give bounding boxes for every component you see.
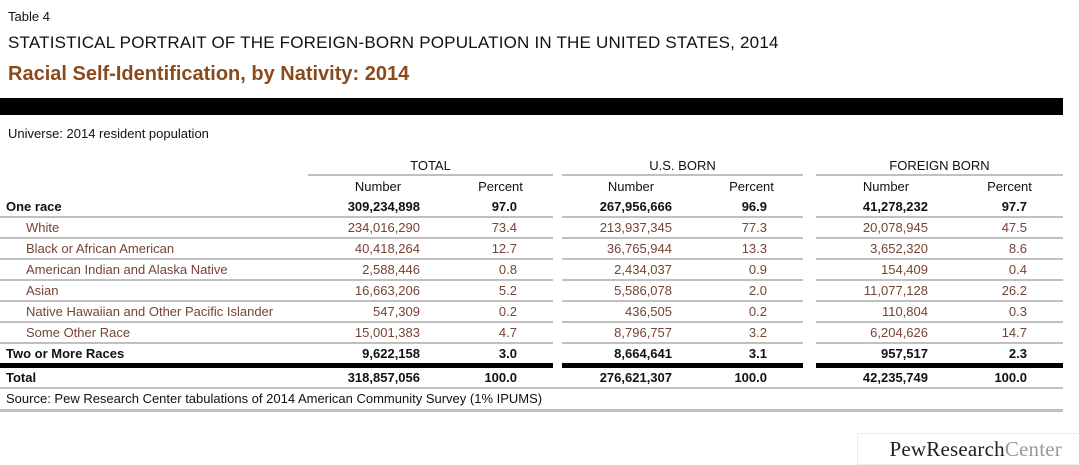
total-percent: 12.7 <box>491 241 517 256</box>
total-percent: 73.4 <box>491 220 517 235</box>
foreignborn-number: 3,652,320 <box>870 241 928 256</box>
foreignborn-percent: 100.0 <box>994 370 1027 385</box>
table-row-native-hawaiian-pacific-islander <box>0 302 1063 323</box>
foreignborn-number: 957,517 <box>881 346 928 361</box>
table-group-header-row <box>0 157 1063 176</box>
table-number-label: Table 4 <box>8 9 50 24</box>
total-number: 9,622,158 <box>362 346 420 361</box>
total-percent: 0.2 <box>498 304 517 319</box>
subheader-spacer <box>0 176 308 197</box>
foreignborn-percent: 0.4 <box>1008 262 1027 277</box>
total-number: 309,234,898 <box>347 199 420 214</box>
table-row-one-race <box>0 197 1063 218</box>
usborn-number: 276,621,307 <box>599 370 672 385</box>
row-label: Native Hawaiian and Other Pacific Islander <box>26 304 274 319</box>
foreignborn-number: 11,077,128 <box>863 283 928 298</box>
usborn-percent: 2.0 <box>748 283 767 298</box>
table-row-some-other-race <box>0 323 1063 344</box>
foreignborn-percent: 97.7 <box>1001 199 1027 214</box>
total-number: 16,663,206 <box>354 283 420 298</box>
usborn-number: 8,664,641 <box>614 346 672 361</box>
total-percent: 0.8 <box>498 262 517 277</box>
usborn-number: 2,434,037 <box>614 262 672 277</box>
usborn-number: 267,956,666 <box>599 199 672 214</box>
row-label: Two or More Races <box>6 346 125 361</box>
foreignborn-number: 6,204,626 <box>870 325 928 340</box>
foreignborn-number: 41,278,232 <box>862 199 928 214</box>
total-number: 40,418,264 <box>354 241 420 256</box>
total-percent: 100.0 <box>484 370 517 385</box>
source-note: Source: Pew Research Center tabulations of 2014 American Community Survey (1% IPUMS) <box>0 389 1063 412</box>
row-label: White <box>26 220 60 235</box>
usborn-percent: 0.9 <box>748 262 767 277</box>
row-label: Some Other Race <box>26 325 131 340</box>
row-label: Total <box>6 370 37 385</box>
usborn-percent: 3.1 <box>748 346 767 361</box>
foreignborn-number: 110,804 <box>881 304 928 319</box>
table-row-total <box>0 368 1063 389</box>
group-header-total: TOTAL <box>308 157 553 176</box>
pew-research-center-logo <box>857 433 1079 465</box>
foreignborn-percent: 8.6 <box>1008 241 1027 256</box>
table-row-american-indian-alaska-native <box>0 260 1063 281</box>
row-label: Asian <box>26 283 59 298</box>
total-percent-header: Percent <box>478 179 523 194</box>
table-subheader-row <box>0 176 1063 197</box>
usborn-number: 213,937,345 <box>599 220 672 235</box>
foreignborn-percent: 26.2 <box>1001 283 1027 298</box>
total-number: 234,016,290 <box>347 220 420 235</box>
report-title: STATISTICAL PORTRAIT OF THE FOREIGN-BORN POPULATION IN THE UNITED STATES, 2014 <box>8 33 779 52</box>
usborn-percent: 13.3 <box>741 241 767 256</box>
total-percent: 5.2 <box>498 283 517 298</box>
foreignborn-number: 42,235,749 <box>862 370 928 385</box>
total-percent: 97.0 <box>491 199 517 214</box>
foreignborn-percent: 14.7 <box>1001 325 1027 340</box>
foreignborn-number: 20,078,945 <box>862 220 928 235</box>
foreignborn-number: 154,409 <box>881 262 928 277</box>
universe-note: Universe: 2014 resident population <box>8 126 209 141</box>
row-label: American Indian and Alaska Native <box>26 262 228 277</box>
title-divider-bar <box>0 98 1063 115</box>
usborn-percent: 0.2 <box>748 304 767 319</box>
row-label: One race <box>6 199 62 214</box>
page-title: Racial Self-Identification, by Nativity: 2014 <box>8 63 410 85</box>
usborn-number: 8,796,757 <box>614 325 672 340</box>
group-header-spacer <box>0 157 308 176</box>
total-percent: 3.0 <box>498 346 517 361</box>
usborn-percent: 77.3 <box>741 220 767 235</box>
foreignborn-percent: 2.3 <box>1008 346 1027 361</box>
foreignborn-percent: 47.5 <box>1001 220 1027 235</box>
table-row-white <box>0 218 1063 239</box>
usborn-percent: 3.2 <box>748 325 767 340</box>
statistics-table <box>0 157 1063 389</box>
table-row-black-or-african-american <box>0 239 1063 260</box>
total-percent: 4.7 <box>498 325 517 340</box>
logo-text-dark: PewResearch <box>889 436 1005 461</box>
usborn-percent-header: Percent <box>729 179 774 194</box>
total-number: 15,001,383 <box>354 325 420 340</box>
foreignborn-number-header: Number <box>862 179 910 194</box>
total-number: 547,309 <box>373 304 420 319</box>
total-number: 318,857,056 <box>347 370 420 385</box>
total-number: 2,588,446 <box>362 262 420 277</box>
table-row-asian <box>0 281 1063 302</box>
usborn-number-header: Number <box>607 179 655 194</box>
usborn-percent: 100.0 <box>734 370 767 385</box>
foreignborn-percent-header: Percent <box>987 179 1032 194</box>
group-header-foreignborn: FOREIGN BORN <box>816 157 1063 176</box>
usborn-percent: 96.9 <box>741 199 767 214</box>
group-header-usborn: U.S. BORN <box>562 157 803 176</box>
row-label: Black or African American <box>26 241 175 256</box>
logo-text-gray: Center <box>1004 436 1062 461</box>
total-number-header: Number <box>354 179 402 194</box>
usborn-number: 436,505 <box>625 304 672 319</box>
usborn-number: 36,765,944 <box>606 241 672 256</box>
usborn-number: 5,586,078 <box>614 283 672 298</box>
table-row-two-or-more-races <box>0 344 1063 368</box>
foreignborn-percent: 0.3 <box>1008 304 1027 319</box>
